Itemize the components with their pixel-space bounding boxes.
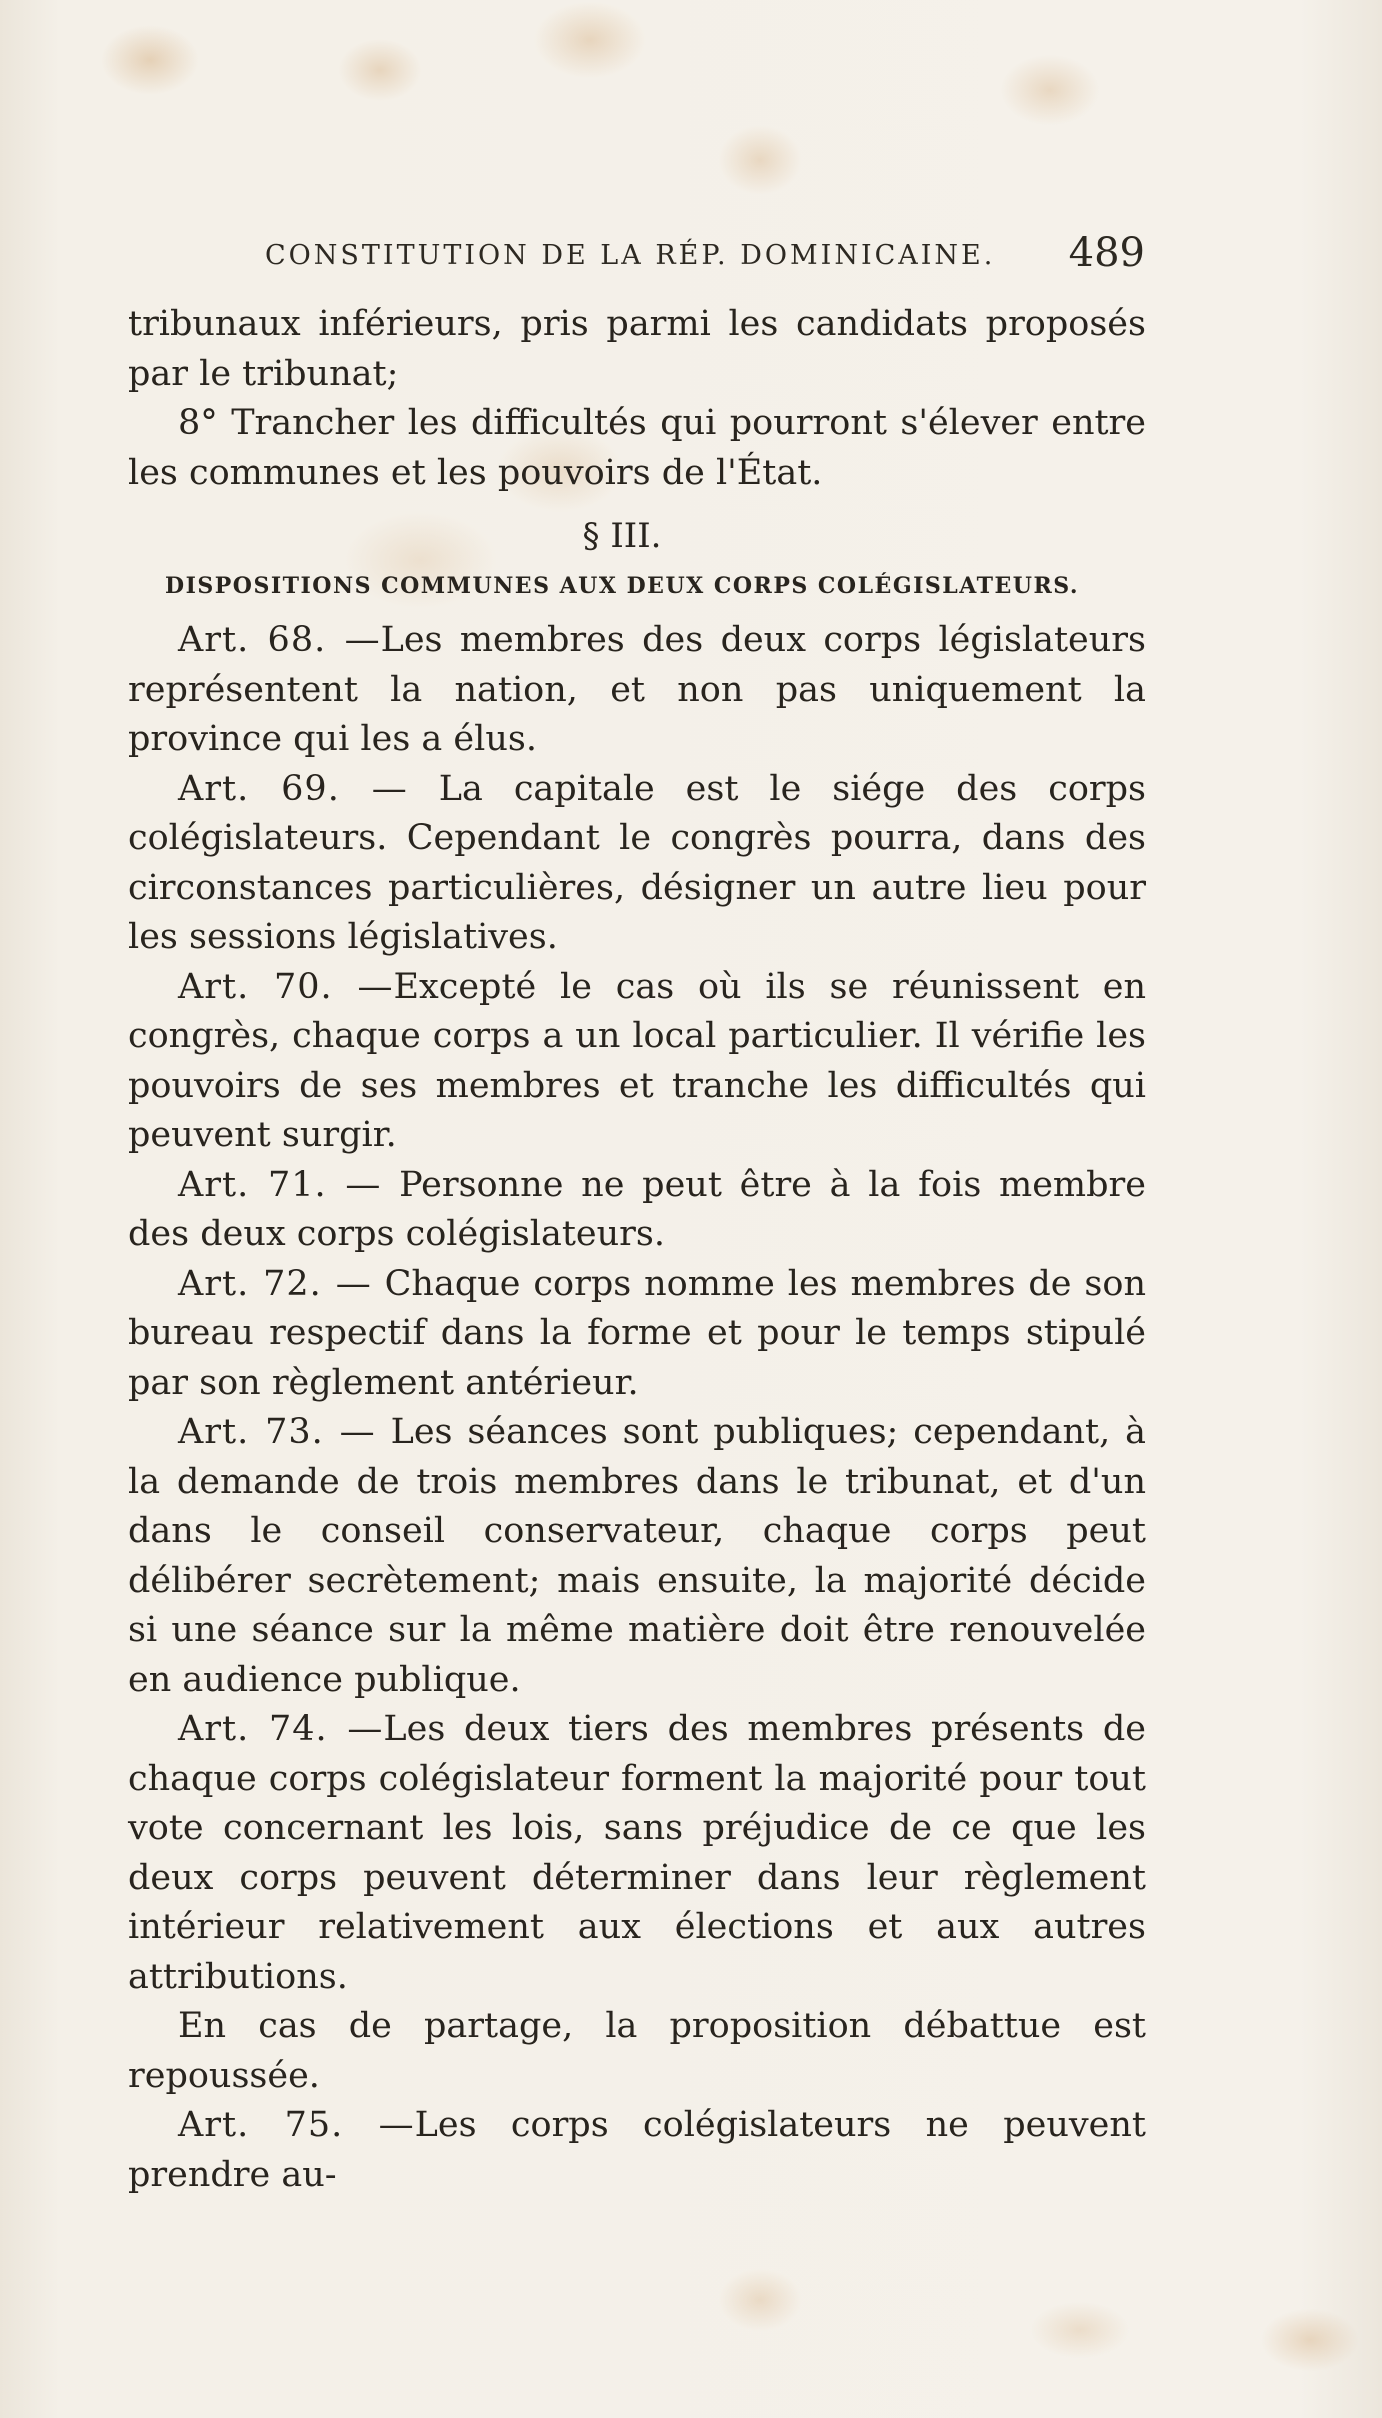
article-number: Art. 68. — (178, 620, 381, 660)
article-text: Les membres des deux corps législateurs représentent la nation, et non pas uniquement la province qui les a élus. (128, 620, 1146, 759)
article-71 (128, 1161, 1146, 1260)
article-text: La capitale est le siége des corps colégislateurs. Cependant le congrès pourra, dans des circonstances particulières, désigner un autre lieu pour les sessions législatives. (128, 768, 1146, 957)
article-text: Chaque corps nomme les membres de son bureau respectif dans la forme et pour le temps stipulé par son règlement antérieur. (128, 1263, 1146, 1403)
article-number: Art. 75. — (178, 2105, 415, 2145)
article-number: Art. 70. — (178, 966, 394, 1007)
continuation-paragraph: tribunaux inférieurs, pris parmi les candidats proposés par le tribunat; (128, 304, 1146, 394)
article-69 (128, 765, 1146, 963)
article-73 (128, 1408, 1146, 1705)
article-number: Art. 74. — (178, 1709, 384, 1749)
article-text: Personne ne peut être à la fois membre des deux corps colégislateurs. (128, 1164, 1146, 1254)
section-heading: DISPOSITIONS COMMUNES AUX DEUX CORPS COLÉGISLATEURS. (165, 573, 1079, 599)
page-number: 489 (1068, 230, 1145, 276)
article-text: Les séances sont publiques; cependant, à la demande de trois membres dans le tribunat, et d'un dans le conseil conservateur, chaque corps peut délibérer secrètement; mais ensuite, la majorité décide si une séance sur la même matière doit être renouvelée en audience publique. (128, 1412, 1146, 1700)
article-text: Les deux tiers des membres présents de chaque corps colégislateur forment la majorité pour tout vote concernant les lois, sans préjudice de ce que les deux corps peuvent déterminer dans leur règlement intérieur relativement aux élections et aux autres attributions. (128, 1709, 1146, 1997)
body-text (128, 300, 1146, 2200)
article-74 (128, 1705, 1146, 2002)
article-68 (128, 616, 1146, 765)
article-number: Art. 69. — (178, 768, 408, 809)
article-number: Art. 72. — (178, 1263, 372, 1304)
article-70 (128, 963, 1146, 1161)
article-number: Art. 71. — (178, 1164, 382, 1205)
running-title: CONSTITUTION DE LA RÉP. DOMINICAINE. (265, 240, 996, 271)
article-number: Art. 73. — (178, 1412, 376, 1452)
page-header (265, 230, 1145, 280)
article-text: Les corps colégislateurs ne peuvent prendre au- (128, 2105, 1146, 2195)
section-mark: § III. (582, 516, 662, 556)
article-75 (128, 2101, 1146, 2200)
partage-paragraph: En cas de partage, la proposition débattue est repoussée. (128, 2006, 1146, 2096)
item-8-paragraph: 8° Trancher les difficultés qui pourront s'élever entre les communes et les pouvoirs de l'État. (128, 403, 1146, 493)
article-text: Excepté le cas où ils se réunissent en congrès, chaque corps a un local particulier. Il vérifie les pouvoirs de ses membres et tranche les difficultés qui peuvent surgir. (128, 966, 1146, 1155)
article-72 (128, 1260, 1146, 1409)
